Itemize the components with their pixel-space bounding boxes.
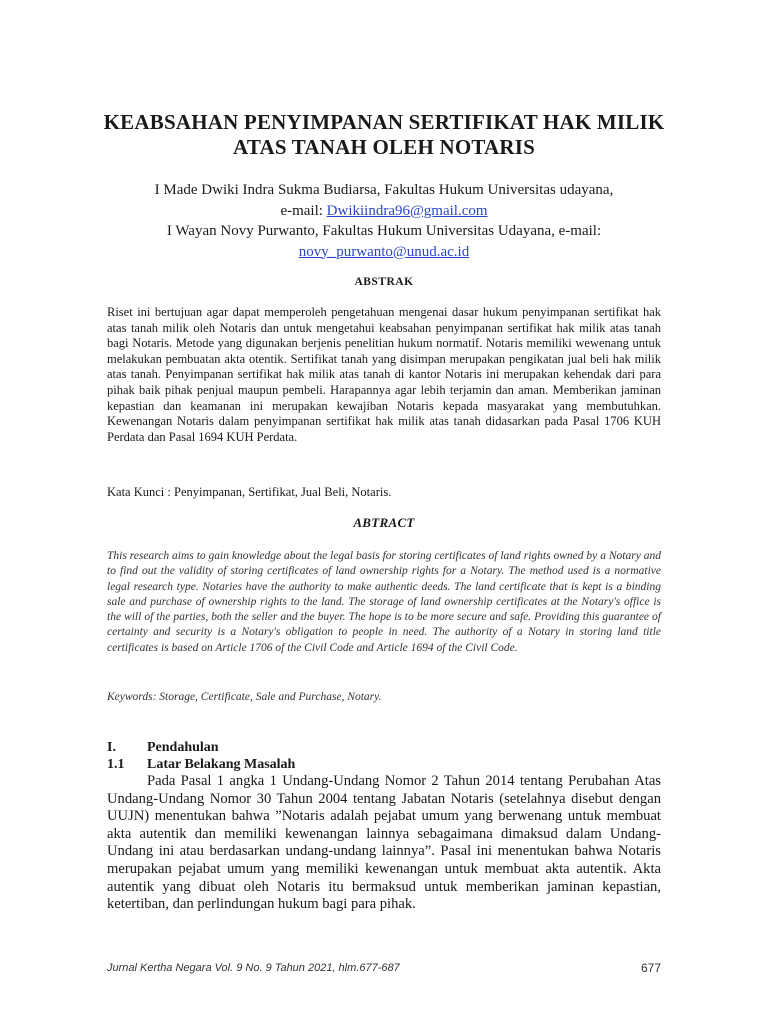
section-title: Pendahulan xyxy=(147,740,219,755)
paper-title xyxy=(60,110,708,160)
paragraph-text: Pada Pasal 1 angka 1 Undang-Undang Nomor 2 Tahun 2014 tentang Perubahan Atas Undang-Undang Nomor 30 Tahun 2004 tentang Jabatan Notaris (setelahnya disebut dengan UUJN) menentukan bahwa ”Notaris adalah pejabat umum yang berwenang untuk membuat akta autentik dan memiliki kewenangan lainnya sebagaimana dimaksud dalam Undang-Undang ini atau berdasarkan undang-undang lainnya”. Pasal ini menentukan bahwa Notaris merupakan pejabat umum yang memiliki kewenangan untuk membuat akta autentik. Akta autentik yang dibuat oleh Notaris itu bermaksud untuk memberikan jaminan kepastian, ketertiban, dan perlindungan hukum bagi para pihak. xyxy=(107,773,661,913)
author-2-email-line xyxy=(60,242,708,263)
abtract-body: This research aims to gain knowledge about the legal basis for storing certificates of land rights owned by a Notary and to find out the validity of storing certificates of land ownership rights for a Notary. The method used is a normative legal research type. Notaries have the authority to make authentic deeds. The land certificate that is kept is a binding sale and purchase of ownership rights to the land. The storage of land ownership certificates at the Notary's office is the will of the parties, both the seller and the buyer. The hope is to be more secure and safe. Providing this guarantee of certainty and security is a Notary's obligation to people in need. The authority of a Notary in storing land title certificates is based on Article 1706 of the Civil Code and Article 1694 of the Civil Code. xyxy=(107,550,661,654)
author-block xyxy=(60,180,708,262)
author-2-email-link[interactable]: novy_purwanto@unud.ac.id xyxy=(298,243,470,260)
abstrak-heading: ABSTRAK xyxy=(354,276,414,288)
title-line-2: ATAS TANAH OLEH NOTARIS xyxy=(233,135,535,159)
email-prefix: e-mail: xyxy=(280,202,327,219)
section-number: I. xyxy=(107,740,116,755)
keywords-english: Keywords: Storage, Certificate, Sale and Purchase, Notary. xyxy=(107,691,382,703)
author-1-email-link[interactable]: Dwikiindra96@gmail.com xyxy=(326,202,488,219)
subsection-number: 1.1 xyxy=(107,757,125,772)
kata-kunci: Kata Kunci : Penyimpanan, Sertifikat, Jual Beli, Notaris. xyxy=(107,485,392,499)
body-paragraph xyxy=(107,773,661,914)
section-heading-pendahulan xyxy=(107,740,219,756)
title-line-1: KEABSAHAN PENYIMPANAN SERTIFIKAT HAK MILIK xyxy=(103,110,665,134)
footer-page-number: 677 xyxy=(640,961,661,975)
subsection-heading-latar-belakang xyxy=(107,757,295,773)
author-2-affiliation: I Wayan Novy Purwanto, Fakultas Hukum Universitas Udayana, e-mail: xyxy=(166,223,602,239)
author-1-email-line xyxy=(60,201,708,222)
author-1-affiliation: I Made Dwiki Indra Sukma Budiarsa, Fakultas Hukum Universitas udayana, xyxy=(154,182,614,198)
abstrak-body: Riset ini bertujuan agar dapat memperoleh pengetahuan mengenai dasar hukum penyimpanan sertifikat hak atas tanah milik oleh Notaris dan untuk mengetahui keabsahan penyimpanan sertifikat hak milik atas tanah bagi Notaris. Metode yang digunakan berjenis penelitian hukum normatif. Notaris memiliki wewenang untuk melakukan pembuatan akta otentik. Sertifikat tanah yang disimpan merupakan pengikatan jual beli hak milik atas tanah. Penyimpanan sertifikat hak milik atas tanah di kantor Notaris ini merupakan kehendak dari para pihak baik pihak penjual maupun pembeli. Harapannya agar lebih terjamin dan aman. Memberikan jaminan kepastian dan keamanan ini merupakan kewajiban Notaris kepada masyarakat yang membutuhkan. Kewenangan Notaris dalam penyimpanan sertifikat hak milik atas tanah didasarkan pada Pasal 1706 KUH Perdata dan Pasal 1694 KUH Perdata. xyxy=(107,305,661,444)
footer-journal-citation: Jurnal Kertha Negara Vol. 9 No. 9 Tahun 2021, hlm.677-687 xyxy=(107,962,400,974)
abtract-heading: ABTRACT xyxy=(353,515,415,530)
subsection-title: Latar Belakang Masalah xyxy=(147,757,296,772)
